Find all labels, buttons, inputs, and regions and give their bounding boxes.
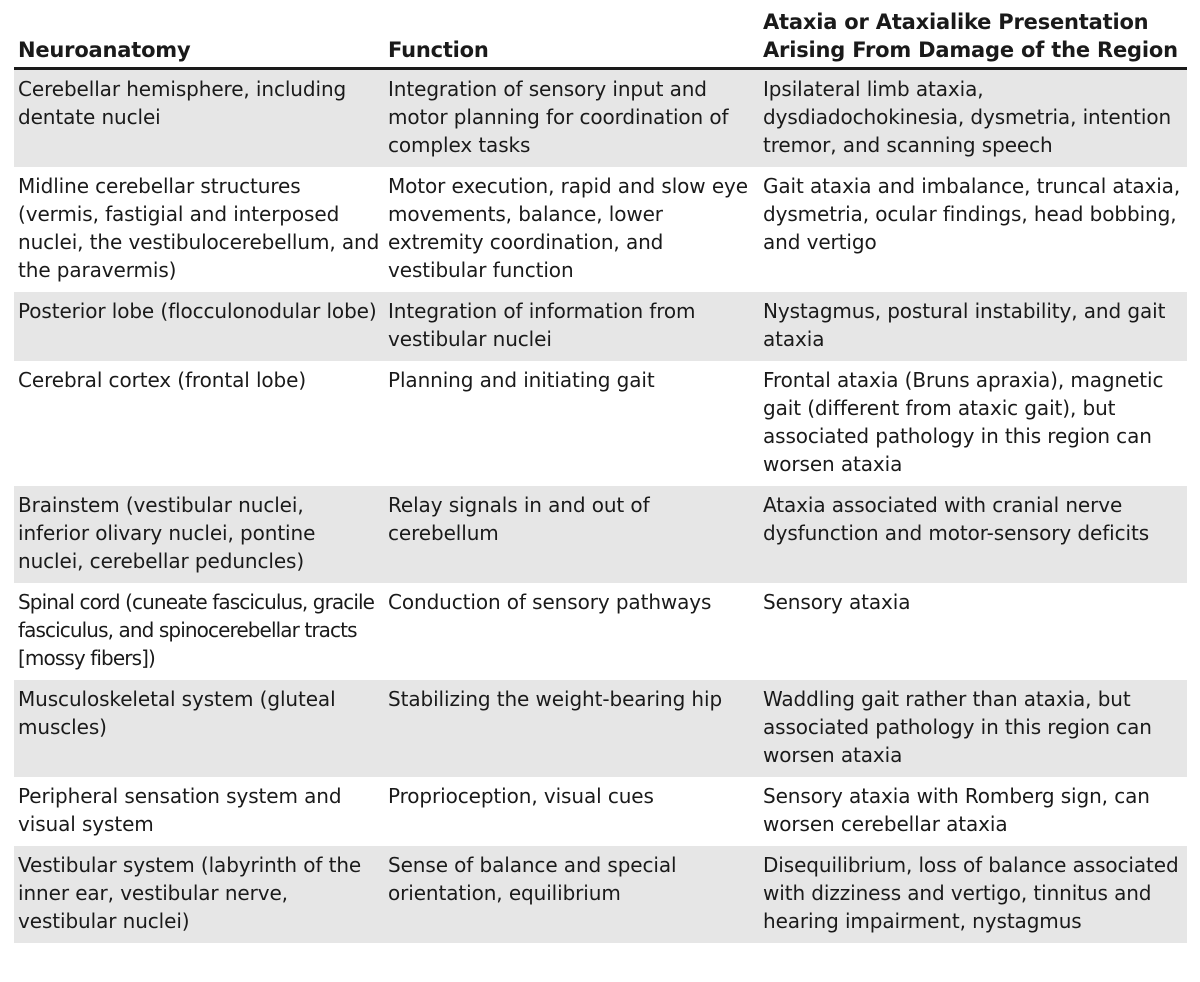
region-cell: Musculoskeletal system (gluteal muscles) xyxy=(14,680,384,777)
table-row xyxy=(14,69,1187,168)
presentation-cell: Disequilibrium, loss of balance associated with dizziness and vertigo, tinnitus and hearing impairment, nystagmus xyxy=(759,846,1187,943)
presentation-cell: Frontal ataxia (Bruns apraxia), magnetic gait (different from ataxic gait), but associated pathology in this region can worsen ataxia xyxy=(763,368,1164,476)
function-cell: Proprioception, visual cues xyxy=(388,784,654,808)
column-header-function: Function xyxy=(384,8,759,69)
function-cell: Sense of balance and special orientation, equilibrium xyxy=(384,846,759,943)
table-row xyxy=(14,777,1187,846)
table-row xyxy=(14,486,1187,583)
presentation-cell: Gait ataxia and imbalance, truncal ataxia, dysmetria, ocular findings, head bobbing, and vertigo xyxy=(763,174,1181,254)
function-cell: Stabilizing the weight-bearing hip xyxy=(384,680,759,777)
presentation-cell: Sensory ataxia with Romberg sign, can worsen cerebellar ataxia xyxy=(763,784,1150,836)
region-cell: Spinal cord (cuneate fasciculus, gracile fasciculus, and spinocerebellar tracts [mossy fibers]) xyxy=(18,590,375,670)
presentation-cell: Ipsilateral limb ataxia, dysdiadochokinesia, dysmetria, intention tremor, and scanning speech xyxy=(759,69,1187,168)
function-cell: Conduction of sensory pathways xyxy=(388,590,712,614)
table-row xyxy=(14,846,1187,943)
presentation-cell: Ataxia associated with cranial nerve dysfunction and motor-sensory deficits xyxy=(759,486,1187,583)
function-cell: Motor execution, rapid and slow eye movements, balance, lower extremity coordination, and vestibular function xyxy=(388,174,748,282)
region-cell: Peripheral sensation system and visual system xyxy=(18,784,342,836)
neuroanatomy-ataxia-table xyxy=(14,8,1187,943)
function-cell: Integration of information from vestibular nuclei xyxy=(384,292,759,361)
function-cell: Integration of sensory input and motor planning for coordination of complex tasks xyxy=(384,69,759,168)
function-cell: Planning and initiating gait xyxy=(388,368,655,392)
neuroanatomy-table-container xyxy=(14,8,1187,943)
region-cell: Posterior lobe (flocculonodular lobe) xyxy=(14,292,384,361)
presentation-cell: Waddling gait rather than ataxia, but associated pathology in this region can worsen ataxia xyxy=(759,680,1187,777)
presentation-cell: Nystagmus, postural instability, and gait ataxia xyxy=(759,292,1187,361)
region-cell: Vestibular system (labyrinth of the inner ear, vestibular nerve, vestibular nuclei) xyxy=(14,846,384,943)
function-cell: Relay signals in and out of cerebellum xyxy=(384,486,759,583)
column-header-presentation: Ataxia or Ataxialike Presentation Arising From Damage of the Region xyxy=(759,8,1187,69)
region-cell: Brainstem (vestibular nuclei, inferior olivary nuclei, pontine nuclei, cerebellar peduncles) xyxy=(14,486,384,583)
region-cell: Cerebellar hemisphere, including dentate nuclei xyxy=(14,69,384,168)
region-cell: Cerebral cortex (frontal lobe) xyxy=(18,368,307,392)
table-row xyxy=(14,292,1187,361)
region-cell: Midline cerebellar structures (vermis, fastigial and interposed nuclei, the vestibulocerebellum, and the paravermis) xyxy=(18,174,380,282)
table-row xyxy=(14,361,1187,486)
table-row xyxy=(14,167,1187,292)
table-header-row xyxy=(14,8,1187,69)
column-header-neuroanatomy: Neuroanatomy xyxy=(14,8,384,69)
presentation-cell: Sensory ataxia xyxy=(763,590,911,614)
table-row xyxy=(14,680,1187,777)
table-row xyxy=(14,583,1187,680)
